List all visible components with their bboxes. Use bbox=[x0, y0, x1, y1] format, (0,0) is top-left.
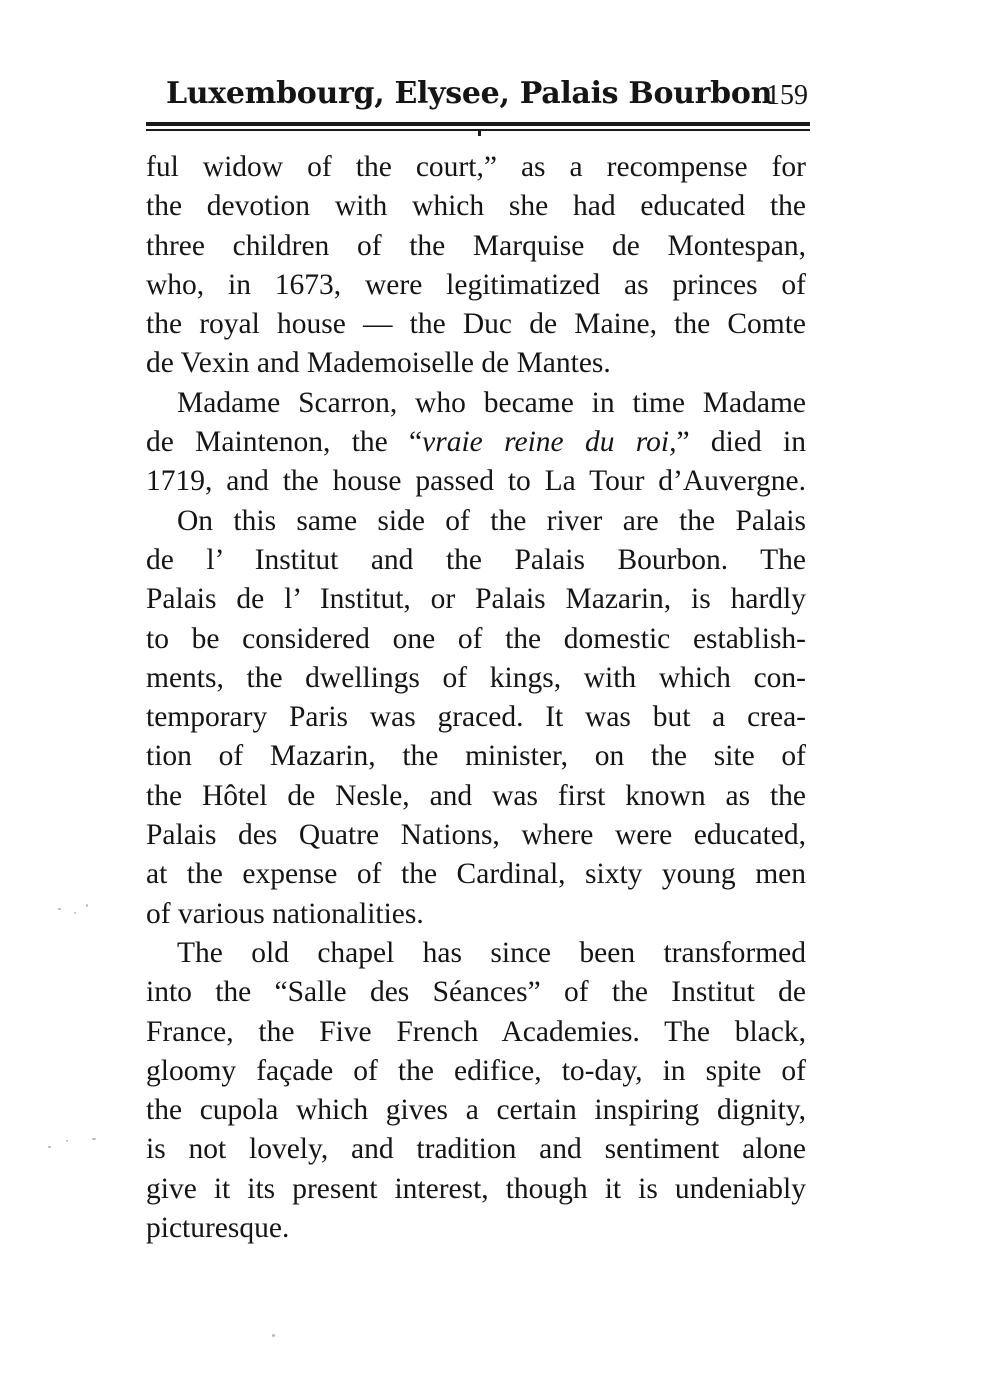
text-line: three children of the Marquise de Montespan, bbox=[146, 229, 806, 262]
paragraph-2 bbox=[146, 384, 806, 502]
header-rule-mark bbox=[478, 130, 481, 136]
page-number: 159 bbox=[766, 80, 808, 111]
text-run: ” died in bbox=[676, 426, 806, 459]
text-line: tion of Mazarin, the minister, on the site of bbox=[146, 740, 806, 773]
text-line: temporary Paris was graced. It was but a crea- bbox=[146, 701, 806, 734]
italic-quote: vraie reine du roi, bbox=[422, 426, 677, 459]
text-line: Palais de l’ Institut, or Palais Mazarin, is hardly bbox=[146, 583, 806, 616]
paragraph-3 bbox=[146, 502, 806, 934]
paragraph-4 bbox=[146, 934, 806, 1248]
text-line bbox=[146, 423, 806, 462]
text-line: The old chapel has since been transformed bbox=[177, 936, 806, 969]
page-header bbox=[146, 72, 810, 118]
text-line: who, in 1673, were legitimatized as princes of bbox=[146, 268, 806, 301]
text-line: de l’ Institut and the Palais Bourbon. The bbox=[146, 543, 806, 576]
scan-speck bbox=[272, 1334, 275, 1337]
body-text bbox=[146, 148, 806, 1248]
text-line: to be considered one of the domestic establish- bbox=[146, 622, 806, 655]
text-line: at the expense of the Cardinal, sixty young men bbox=[146, 858, 806, 891]
text-line: picturesque. bbox=[146, 1212, 290, 1245]
text-line: the Hôtel de Nesle, and was first known as the bbox=[146, 779, 806, 812]
text-line: gloomy façade of the edifice, to-day, in spite of bbox=[146, 1054, 806, 1087]
scan-speck bbox=[92, 1138, 96, 1140]
scan-speck bbox=[74, 912, 76, 914]
text-line: give it its present interest, though it is undeniably bbox=[146, 1172, 806, 1205]
text-line: the devotion with which she had educated the bbox=[146, 190, 806, 223]
text-line: is not lovely, and tradition and sentiment alone bbox=[146, 1133, 806, 1166]
text-line: ments, the dwellings of kings, with which con- bbox=[146, 661, 806, 694]
text-line: 1719, and the house passed to La Tour d’Auvergne. bbox=[146, 465, 806, 498]
scan-speck bbox=[58, 908, 61, 910]
scan-speck bbox=[66, 1140, 68, 1142]
text-line: de Vexin and Mademoiselle de Mantes. bbox=[146, 347, 611, 380]
scan-speck bbox=[48, 1146, 51, 1148]
paragraph-1 bbox=[146, 148, 806, 384]
text-line: the royal house — the Duc de Maine, the Comte bbox=[146, 308, 806, 341]
text-line: ful widow of the court,” as a recompense for bbox=[146, 151, 806, 183]
scan-speck bbox=[86, 904, 88, 907]
text-line: France, the Five French Academies. The black, bbox=[146, 1015, 806, 1048]
text-line: Palais des Quatre Nations, where were educated, bbox=[146, 819, 806, 852]
text-line: of various nationalities. bbox=[146, 897, 424, 930]
text-line: On this same side of the river are the Palais bbox=[177, 504, 806, 537]
text-line: Madame Scarron, who became in time Madame bbox=[177, 386, 806, 419]
text-line: the cupola which gives a certain inspiring dignity, bbox=[146, 1094, 806, 1127]
text-run: de Maintenon, the “ bbox=[146, 426, 423, 459]
text-line: into the “Salle des Séances” of the Institut de bbox=[146, 976, 806, 1009]
running-title: Luxembourg, Elysee, Palais Bourbon bbox=[166, 76, 773, 111]
